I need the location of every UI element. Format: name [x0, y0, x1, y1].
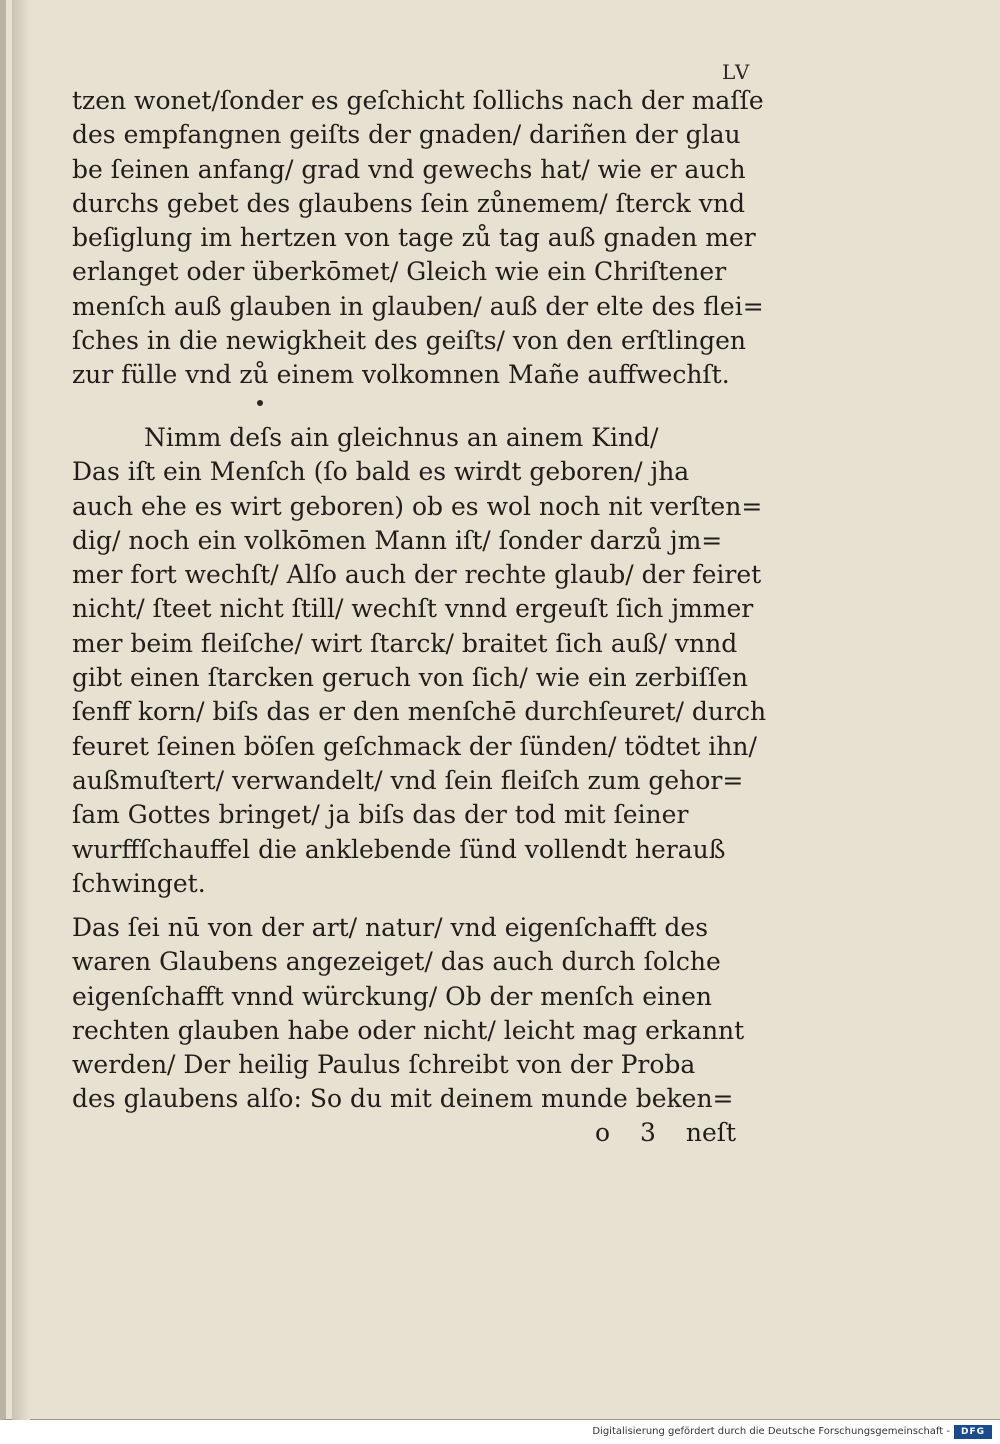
folio-number: LV	[722, 60, 752, 84]
text-line: mer beim fleiſche/ wirt ſtarck/ braitet ſich auß/ vnnd	[72, 628, 738, 658]
text-line: gibt einen ſtarcken geruch von ſich/ wie ein zerbiſſen	[72, 663, 749, 693]
text-line: beſiglung im hertzen von tage zů tag auß gnaden mer	[72, 223, 756, 253]
dfg-logo[interactable]: DFG	[954, 1425, 992, 1439]
text-line: dig/ noch ein volkōmen Mann iſt/ ſonder darzů jm=	[72, 525, 723, 555]
text-line: eigenſchafft vnnd würckung/ Ob der menſch einen	[72, 981, 712, 1011]
signature-mark: o 3	[595, 1118, 656, 1147]
text-line: des glaubens alſo: So du mit deinem munde beken=	[72, 1084, 734, 1114]
digitization-credit: Digitalisierung gefördert durch die Deutsche Forschungsgemeinschaft -	[592, 1426, 950, 1437]
text-line: wurffſchauffel die anklebende ſünd vollendt herauß	[72, 834, 726, 864]
text-line: be ſeinen anfang/ grad vnd gewechs hat/ wie er auch	[72, 154, 746, 184]
text-line: waren Glaubens angezeiget/ das auch durch ſolche	[72, 947, 721, 977]
text-line: mer fort wechſt/ Alſo auch der rechte glaub/ der feiret	[72, 560, 762, 590]
text-line: tzen wonet/ſonder es geſchicht ſollichs nach der maſſe	[72, 86, 764, 115]
page-gutter-shadow	[12, 0, 30, 1420]
text-line: des empfangnen geiſts der gnaden/ dariñen der glau	[72, 120, 741, 150]
catchword: neſt	[685, 1118, 737, 1147]
text-line: feuret ſeinen böſen geſchmack der ſünden/ tödtet ihn/	[72, 731, 757, 761]
text-line: ſenff korn/ biſs das er den menſchē durchſeuret/ durch	[72, 697, 767, 727]
paragraph-3	[72, 911, 772, 1117]
text-line: ſches in die newigkheit des geiſts/ von den erſtlingen	[72, 326, 747, 356]
text-line: ſchwinget.	[72, 868, 206, 898]
text-line: auch ehe es wirt geboren) ob es wol noch nit verſten=	[72, 491, 763, 521]
text-line: ſam Gottes bringet/ ja biſs das der tod mit ſeiner	[72, 800, 689, 830]
text-line: rechten glauben habe oder nicht/ leicht mag erkannt	[72, 1015, 745, 1045]
text-line: menſch auß glauben in glauben/ auß der elte des flei=	[72, 291, 764, 321]
text-line: werden/ Der heilig Paulus ſchreibt von der Proba	[72, 1050, 696, 1080]
text-line: erlanget oder überkōmet/ Gleich wie ein Chriſtener	[72, 257, 727, 287]
paragraph-1	[72, 84, 772, 393]
text-line: durchs gebet des glaubens ſein zůnemem/ ſterck vnd	[72, 188, 745, 218]
signature-and-catchword	[595, 1118, 736, 1147]
text-line-indented: Nimm deſs ain gleichnus an ainem Kind/	[144, 423, 659, 452]
paragraph-2	[72, 421, 772, 901]
text-line: zur fülle vnd zů einem volkomnen Mañe auffwechſt.	[72, 360, 730, 390]
text-line: außmuſtert/ verwandelt/ vnd ſein fleiſch zum gehor=	[72, 765, 744, 795]
text-line: Das ſei nū von der art/ natur/ vnd eigenſchafft des	[72, 913, 709, 942]
text-line: nicht/ ſteet nicht ſtill/ wechſt vnnd ergeuſt ſich jmmer	[72, 594, 754, 624]
text-line: Das iſt ein Menſch (ſo bald es wirdt geboren/ jha	[72, 457, 690, 487]
ink-dot	[257, 400, 263, 406]
